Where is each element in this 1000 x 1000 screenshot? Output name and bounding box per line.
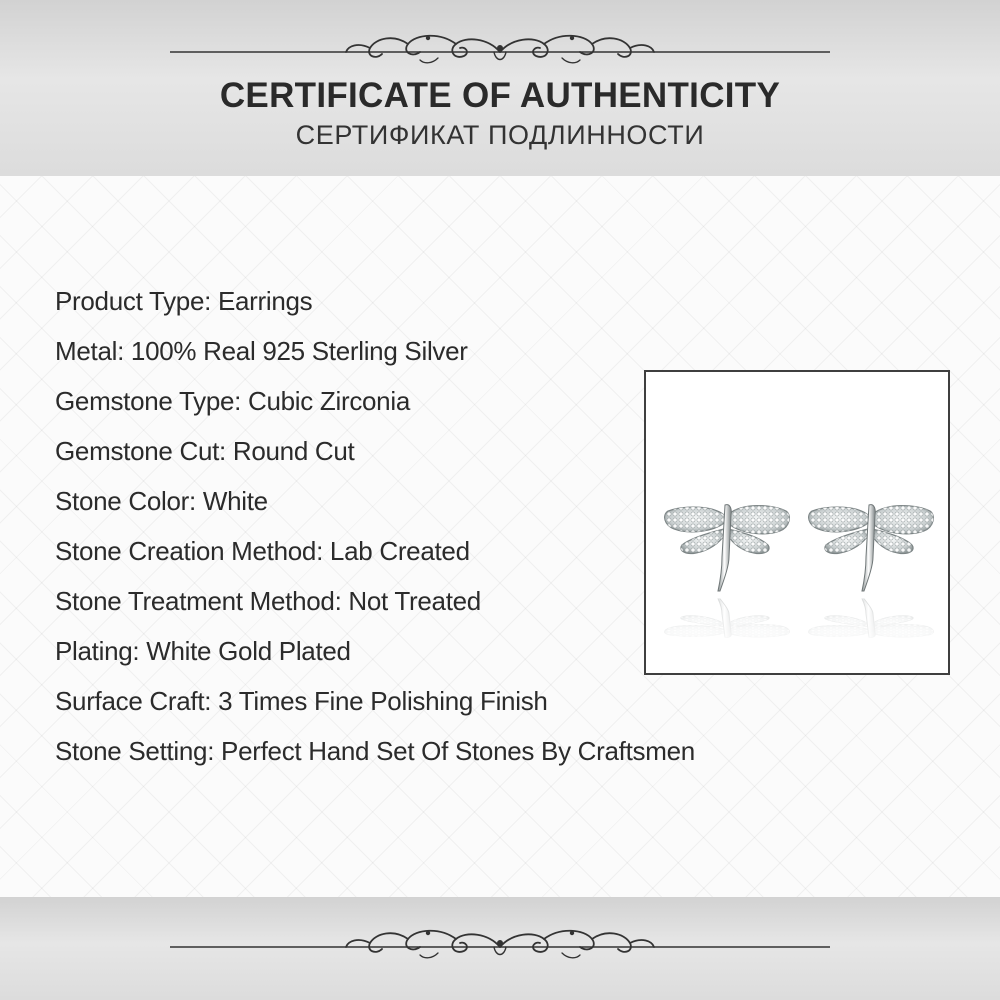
spec-surface-craft: Surface Craft: 3 Times Fine Polishing Finish — [55, 686, 548, 716]
footer-band — [0, 897, 1000, 1000]
spec-gemstone-cut: Gemstone Cut: Round Cut — [55, 436, 355, 466]
spec-product-type: Product Type: Earrings — [55, 286, 313, 316]
certificate-title-russian: СЕРТИФИКАТ ПОДЛИННОСТИ — [295, 120, 705, 150]
spec-gemstone-type: Gemstone Type: Cubic Zirconia — [55, 386, 410, 416]
spec-plating: Plating: White Gold Plated — [55, 636, 351, 666]
spec-list — [55, 281, 695, 781]
spec-stone-creation-method: Stone Creation Method: Lab Created — [55, 536, 470, 566]
dragonfly-earrings-image — [646, 372, 948, 673]
spec-stone-treatment-method: Stone Treatment Method: Not Treated — [55, 586, 481, 616]
spec-metal: Metal: 100% Real 925 Sterling Silver — [55, 336, 468, 366]
left-earring-image — [665, 505, 790, 591]
spec-stone-color: Stone Color: White — [55, 486, 268, 516]
spec-stone-setting: Stone Setting: Perfect Hand Set Of Stones By Craftsmen — [55, 736, 695, 766]
certificate-title: CERTIFICATE OF AUTHENTICITY — [219, 76, 781, 115]
header-band — [0, 0, 1000, 176]
bottom-ornament-icon — [170, 923, 830, 963]
right-earring-image — [809, 505, 934, 591]
product-photo-frame — [644, 370, 950, 675]
top-ornament-icon — [170, 28, 830, 68]
